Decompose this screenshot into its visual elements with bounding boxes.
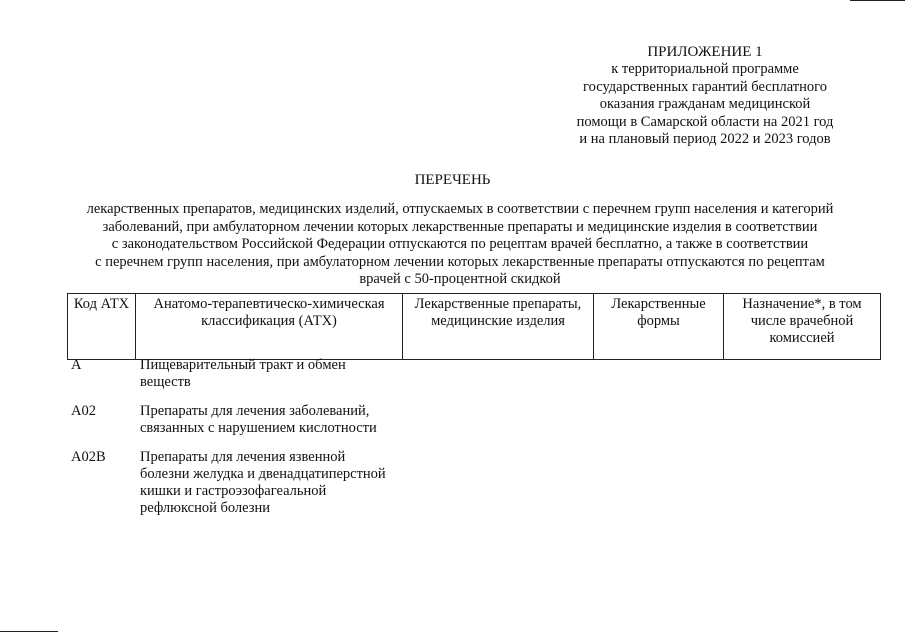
atx-name: Препараты для лечения заболеваний, связанных с нарушением кислотности bbox=[140, 403, 377, 436]
subtitle-line: лекарственных препаратов, медицинских изделий, отпускаемых в соответствии с перечнем групп населения и категорий bbox=[86, 201, 834, 217]
document-title: ПЕРЕЧЕНЬ bbox=[414, 172, 491, 188]
appendix-line: к территориальной программе bbox=[611, 61, 799, 78]
header-code: Код АТХ bbox=[68, 294, 136, 360]
atx-code: A02B bbox=[71, 449, 106, 465]
appendix-line: помощи в Самарской области на 2021 год bbox=[576, 113, 834, 130]
appendix-line: и на плановый период 2022 и 2023 годов bbox=[579, 131, 831, 148]
header-purpose: Назначение*, в том числе врачебной комиссией bbox=[724, 294, 881, 360]
header-classification: Анатомо-терапевтическо-химическая классификация (АТХ) bbox=[136, 294, 403, 360]
subtitle-line: врачей с 50-процентной скидкой bbox=[359, 271, 561, 288]
atx-entries bbox=[71, 357, 431, 529]
header-forms: Лекарственные формы bbox=[594, 294, 724, 360]
table-row bbox=[71, 403, 431, 437]
table-row bbox=[71, 449, 431, 517]
scan-edge-mark-bottom bbox=[0, 631, 58, 632]
header-drugs: Лекарственные препараты, медицинские изделия bbox=[403, 294, 594, 360]
appendix-line: оказания гражданам медицинской bbox=[599, 96, 811, 113]
appendix-line: государственных гарантий бесплатного bbox=[583, 78, 827, 95]
atx-code: A bbox=[71, 357, 82, 373]
scan-edge-mark-top bbox=[850, 0, 905, 1]
atx-code: A02 bbox=[71, 403, 96, 419]
appendix-block bbox=[540, 44, 870, 148]
subtitle-line: с законодательством Российской Федерации отпускаются по рецептам врачей бесплатно, а также в соответствии bbox=[111, 236, 809, 253]
subtitle-line: с перечнем групп населения, при амбулаторном лечении которых лекарственные препараты отпускаются по рецептам bbox=[95, 253, 825, 270]
header-row bbox=[68, 294, 881, 360]
atx-name: Препараты для лечения язвенной болезни желудка и двенадцатиперстной кишки и гастроэзофагеальной рефлюксной болезни bbox=[140, 449, 386, 516]
atx-name: Пищеварительный тракт и обмен веществ bbox=[140, 357, 346, 390]
appendix-title: ПРИЛОЖЕНИЕ 1 bbox=[647, 44, 763, 60]
atx-table-header bbox=[67, 293, 881, 360]
document-subtitle bbox=[40, 201, 880, 289]
subtitle-line: заболеваний, при амбулаторном лечении которых лекарственные препараты и медицинские изделия в соответствии bbox=[102, 218, 818, 235]
table-row bbox=[71, 357, 431, 391]
